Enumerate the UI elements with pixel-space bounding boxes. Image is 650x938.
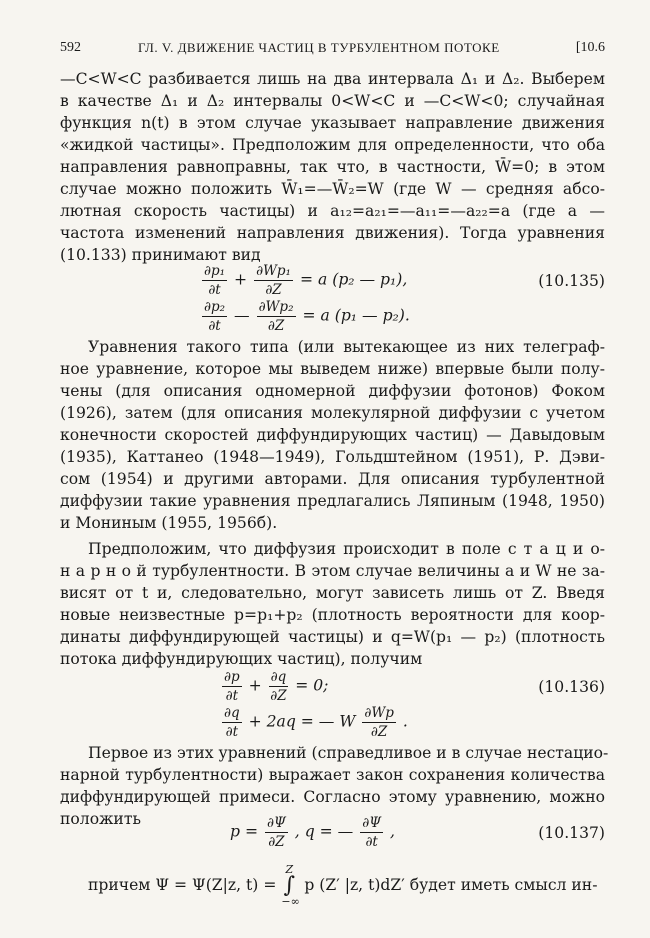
equation-10-137 <box>60 812 605 856</box>
text-line: функция n(t) в этом случае указывает направление движения <box>60 114 605 132</box>
text-line: (1935), Каттанео (1948—1949), Гольдштейном (1951), Р. Дэви- <box>60 448 605 466</box>
equation-row: p = $\frac{\partial\Psi}{\partial Z}$ , q = — $\frac{\partial\Psi}{\partial t}$ , <box>230 815 395 850</box>
text-line: положить <box>60 810 141 828</box>
text-line: ное уравнение, которое мы выведем ниже) впервые были полу- <box>60 360 605 378</box>
text-line: н а р н о й турбулентности. В этом случае величины a и W не за- <box>60 562 605 580</box>
text-line: случае можно положить W̄₁=—W̄₂=W (где W — средняя абсо- <box>60 180 605 198</box>
text-line: конечности скоростей диффундирующих частиц) — Давыдовым <box>60 426 605 444</box>
text-segment: причем Ψ = Ψ(Z|z, t) = <box>88 876 277 894</box>
integral-sign: Z ∫ −∞ <box>281 863 300 908</box>
text-line: новые неизвестные p=p₁+p₂ (плотность вероятности для коор- <box>60 606 605 624</box>
equation-row: $\frac{\partial q}{\partial t}$ + 2aq = — W $\frac{\partial Wp}{\partial Z}$ . <box>224 705 408 740</box>
text-line: Первое из этих уравнений (справедливое и в случае нестацио- <box>88 744 609 762</box>
text-line: направления равноправны, так что, в частности, W̄=0; в этом <box>60 158 605 176</box>
text-line: (1926), затем (для описания молекулярной диффузии с учетом <box>60 404 605 422</box>
equation-row: $\frac{\partial p}{\partial t}$ + $\frac{\partial q}{\partial Z}$ = 0; <box>224 669 329 704</box>
text-line: «жидкой частицы». Предположим для определенности, что оба <box>60 136 605 154</box>
equation-row <box>88 864 597 908</box>
text-segment: p (Z′ |z, t)dZ′ будет иметь смысл ин- <box>304 876 598 894</box>
section-number: [10.6 <box>575 40 605 55</box>
text-line: (10.133) принимают вид <box>60 246 261 264</box>
equation-10-135 <box>60 262 605 334</box>
text-line: диффундирующей примеси. Согласно этому уравнению, можно <box>60 788 605 806</box>
text-line: висят от t и, следовательно, могут зависеть лишь от Z. Введя <box>60 584 605 602</box>
text-line: потока диффундирующих частиц), получим <box>60 650 423 668</box>
text-line: динаты диффундирующей частицы) и q=W(p₁ — p₂) (плотность <box>60 628 605 646</box>
equation-10-136 <box>60 668 605 740</box>
text-line: —C<W<C разбивается лишь на два интервала Δ₁ и Δ₂. Выберем <box>60 70 605 88</box>
text-line: чены (для описания одномерной диффузии фотонов) Фоком <box>60 382 605 400</box>
page-number: 592 <box>60 40 81 55</box>
equation-number: (10.135) <box>538 272 605 290</box>
equation-row: $\frac{\text{∂p₁}}{\partial t}$ + $\frac{\text{∂Wp₁}}{\partial Z}$ = a (p₂ — p₁), <box>204 263 408 298</box>
text-line: лютная скорость частицы) и a₁₂=a₂₁=—a₁₁=—a₂₂=a (где a — <box>60 202 605 220</box>
text-line: в качестве Δ₁ и Δ₂ интервалы 0<W<C и —C<W<0; случайная <box>60 92 605 110</box>
text-line: Предположим, что диффузия происходит в поле с т а ц и о- <box>88 540 605 558</box>
text-line: Уравнения такого типа (или вытекающее из них телеграф- <box>88 338 605 356</box>
text-line: и Мониным (1955, 1956б). <box>60 514 278 532</box>
text-line: частота изменений направления движения). Тогда уравнения <box>60 224 605 242</box>
equation-number: (10.136) <box>538 678 605 696</box>
text-line: нарной турбулентности) выражает закон сохранения количества <box>60 766 605 784</box>
chapter-title: ГЛ. V. ДВИЖЕНИЕ ЧАСТИЦ В ТУРБУЛЕНТНОМ ПОТОКЕ <box>138 40 500 55</box>
equation-row: $\frac{\text{∂p₂}}{\partial t}$ — $\frac{\text{∂Wp₂}}{\partial Z}$ = a (p₁ — p₂). <box>204 299 410 334</box>
text-line: сом (1954) и другими авторами. Для описания турбулентной <box>60 470 605 488</box>
running-header <box>60 40 605 62</box>
text-line: диффузии такие уравнения предлагались Ляпиным (1948, 1950) <box>60 492 605 510</box>
equation-number: (10.137) <box>538 824 605 842</box>
integral-line <box>60 862 605 918</box>
